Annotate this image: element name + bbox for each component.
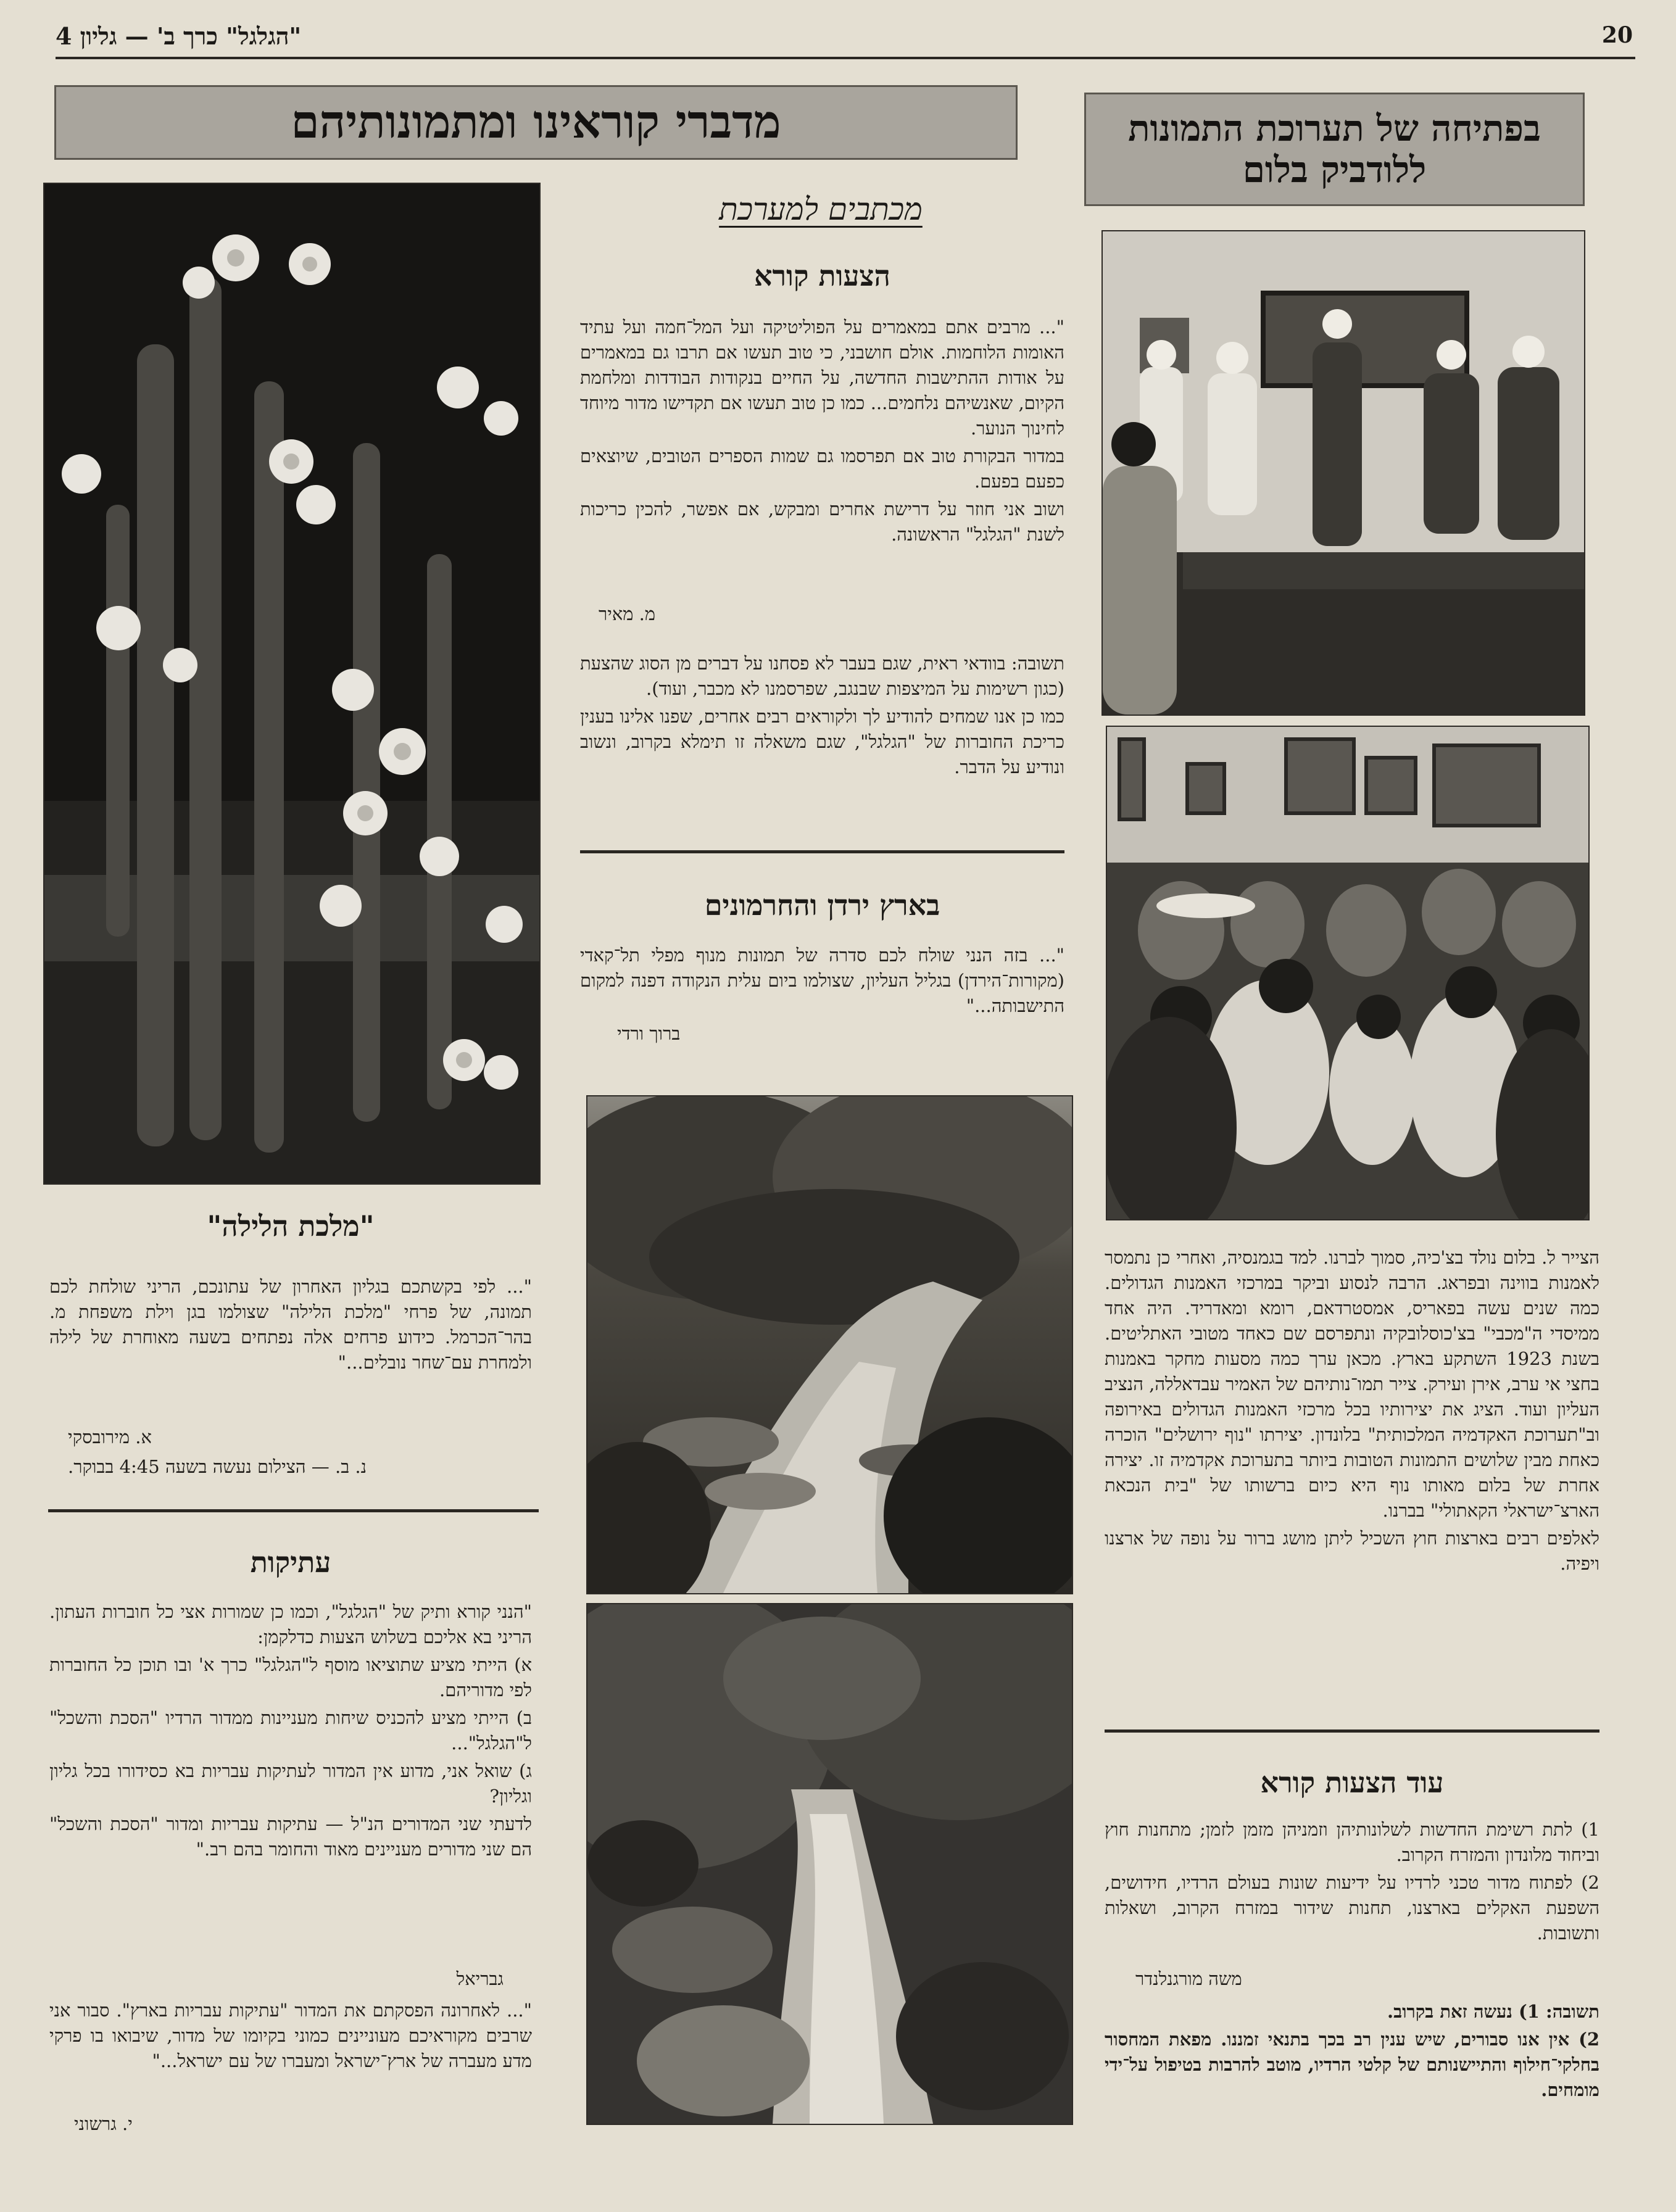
- banner-readers-text: מדברי קוראינו ומתמונותיהם: [291, 95, 781, 149]
- heading-antiquities: עתיקות: [250, 1546, 331, 1579]
- banner-exhibition-text: בפתיחה של תערוכת התמונות ללודביק בלום: [1128, 107, 1541, 191]
- night-queen-signature: א. מירובסקי: [68, 1427, 152, 1448]
- more-suggestions-item: 2) לפתוח מדור טכני לרדיו על ידיעות שונות בעולם הרדיו, חידושים, השפעת האקלים בארצנו, תחנות שידור במזרח הקרוב, ושאלות ותשובות.: [1105, 1872, 1599, 1944]
- night-queen-note: נ. ב. — הצילום נעשה בשעה 4:45 בבוקר.: [68, 1456, 367, 1477]
- more-suggestions-item: 1) לתת רשימת החדשות לשלונותיהן וזמניהן מזמן לזמן; מתחנות חוץ וביחוד מלונדון והמזרח הקרוב.: [1105, 1819, 1599, 1865]
- letters-title: [657, 191, 984, 227]
- more-suggestions-reply-paragraph: 2) אין אנו סבורים, שיש ענין רב בכך בתנאי זמננו. מפאת המחסור בחלקי־חילוף והתיישנותם של קלטי הרדיו, מוטב להרבות בטיפול על־ידי מומחים.: [1105, 2029, 1599, 2100]
- river-photo: [586, 1095, 1073, 1594]
- antiquities-signature-2: י. גרשוני: [74, 2113, 133, 2134]
- reader-suggestion-paragraph: במדור הבקורת טוב אם תפרסמו גם שמות הספרים הטובים, שיוצאים כפעם בפעם.: [580, 445, 1064, 492]
- more-suggestions-body: [1105, 1817, 1599, 1949]
- cactus-flowers-photo: [43, 183, 541, 1185]
- night-queen-body: "... לפי בקשתכם בגליון האחרון של עתונכם, הריני שולחת לכם תמונה, של פרחי "מלכת הלילה" שצולמו בגן וילת משפחת מ. בהר־הכרמל. כידוע פרחים אלה נפתחים בשעה מאוחרת של לילה ולמחרת עם־שחר נובלים...": [49, 1276, 532, 1373]
- painter-body: [1105, 1245, 1599, 1579]
- exhibition-audience-photo: [1106, 726, 1590, 1220]
- running-head-title: "הגלגל" כרך ב' — גליון 4: [56, 22, 302, 50]
- antiquities-item: לדעתי שני המדורים הנ"ל — עתיקות עבריות ומדור "הסכת והשכל" הם שני מדורים מעניינים מאוד והחומר בהם רב.": [49, 1813, 532, 1860]
- antiquities-body: [49, 1599, 532, 1865]
- heading-night-queen: "מלכת הלילה": [207, 1209, 375, 1243]
- banner-readers: [54, 85, 1018, 160]
- heading-jordan: בארץ ירדן והחרמונים: [704, 889, 940, 922]
- exhibition-stage-photo: [1101, 230, 1585, 716]
- section-divider: [48, 1509, 539, 1512]
- section-divider: [1105, 1729, 1599, 1733]
- painter-paragraph: הצייר ל. בלום נולד בצ'כיה, סמוך לברנו. למד בגמנסיה, ואחרי כן נתמסר לאמנות בווינה ובפראג. הרבה לנסוע וביקר במרכזי האמנות הגדולים. כמה שנים עשה בפאריס, אמסטרדאם, רומא ומאדריד. היה אחד ממיסדי ה"מכבי" בצ'כוסלובקיה ונתפרסם שם כאחד מטובי האתליטים. בשנת 1923 השתקע בארץ. מכאן ערך כמה מסעות מחקר באמנות בחצי אי ערב, אירן ועירק. צייר תמו־נותיהם של האמיר עבדאללה, הנציב העליון ועוד. הציג את יצירותיו בכל מרכזי האמנות הגדולים באירופה וב"תערוכת האקדמיה המלכותית" בלונדון. יצירתו "נוף ירושלים" הוכרה כאחת מבין שלושים התמונות הטובות ביותר בתערוכת אקדמיה זו. יצירה אחרת של בלום מאותו נוף היא כיום ברשותו של "בית הנכאת הארצ־ישראלי הקאתולי" בברנו.: [1105, 1247, 1600, 1521]
- antiquities-item: א) הייתי מציע שתוציאו מוסף ל"הגלגל" כרך א' ובו תוכן כל החוברות לפי מדוריהם.: [49, 1654, 532, 1700]
- section-divider: [580, 850, 1064, 853]
- reader-suggestion-paragraph: ושוב אני חוזר על דרישת אחרים ומבקש, אם אפשר, להכין כריכות לשנת "הגלגל" הראשונה.: [580, 499, 1064, 545]
- page-number: 20: [1601, 22, 1633, 48]
- painter-paragraph: לאלפים רבים בארצות חוץ השכיל ליתן מושג ברור על נופה של ארצנו ויפיה.: [1105, 1528, 1599, 1574]
- heading-reader-suggestion: הצעות קורא: [754, 259, 890, 292]
- antiquities-signature-1: גבריאל: [456, 1968, 504, 1989]
- more-suggestions-signature: משה מורגנלנדר: [1135, 1968, 1242, 1989]
- header-rule: [56, 57, 1635, 59]
- heading-more-suggestions: עוד הצעות קורא: [1260, 1766, 1444, 1799]
- more-suggestions-reply-paragraph: תשובה: 1) נעשה זאת בקרוב.: [1387, 2001, 1599, 2022]
- jordan-signature: ברוך ורדי: [617, 1023, 681, 1044]
- jordan-body: "... בזה הנני שולח לכם סדרה של תמונות מנוף מפלי תל־קאדי (מקורות־הירדן) בגליל העליון, שצולמו ביום עלית הנקודה דפנה למקום התישבותה...": [580, 945, 1064, 1016]
- waterfall-photo: [586, 1603, 1073, 2125]
- antiquities-item: ג) שואל אני, מדוע אין המדור לעתיקות עבריות בא כסידורו בכל גליון וגליון?: [49, 1760, 533, 1807]
- banner-exhibition: [1084, 93, 1585, 206]
- reader-suggestion-signature: מ. מאיר: [599, 603, 656, 624]
- more-suggestions-reply: [1105, 1999, 1599, 2105]
- reader-suggestion-reply: [580, 651, 1064, 782]
- antiquities-intro: "הנני קורא ותיק של "הגלגל", וכמו כן שמורות אצי כל חוברות העתון. הריני בא אליכם בשלוש הצעות כדלקמן:: [49, 1601, 532, 1647]
- letters-title-text: מכתבים למערכת: [719, 191, 923, 227]
- reader-suggestion-reply-paragraph: כמו כן אנו שמחים להודיע לך ולקוראים רבים אחרים, שפנו אלינו בענין כריכת החוברות של "הגלגל", שגם משאלה זו תימלא בקרוב, ונשוב ונודיע על הדבר.: [580, 706, 1064, 777]
- antiquities-body-2: "... לאחרונה הפסקתם את המדור "עתיקות עבריות בארץ". סבור אני שרבים מקוראיכם מעוניינים כמוני בקיומו של מדור, שיבואו בו פרקי מדע מעברה של ארץ־ישראל ומעברו של עם ישראל...": [49, 2000, 532, 2071]
- antiquities-item: ב) הייתי מציע להכניס שיחות מעניינות ממדור הרדיו "הסכת והשכל" ל"הגלגל"...: [49, 1707, 532, 1754]
- reader-suggestion-paragraph: "... מרבים אתם במאמרים על הפוליטיקה ועל המל־חמה ועל עתיד האומות הלוחמות. אולם חושבני, כי טוב תעשו אם תרבו גם במאמרים על אודות ההתישבות החדשה, על החיים בנקודות הבודדות ומלחמת הקיום, שאנשיהם נלחמים... כמו כן טוב תעשו אם תקדישו מדור מיוחד לחינוך הנוער.: [580, 317, 1064, 439]
- reader-suggestion-reply-paragraph: תשובה: בוודאי ראית, שגם בעבר לא פסחנו על דברים מן הסוג שהצעת (כגון רשימות על המיצפות שבנגב, שפרסמנו לא מכבר, ועוד).: [580, 653, 1064, 699]
- reader-suggestion-body: [580, 315, 1064, 550]
